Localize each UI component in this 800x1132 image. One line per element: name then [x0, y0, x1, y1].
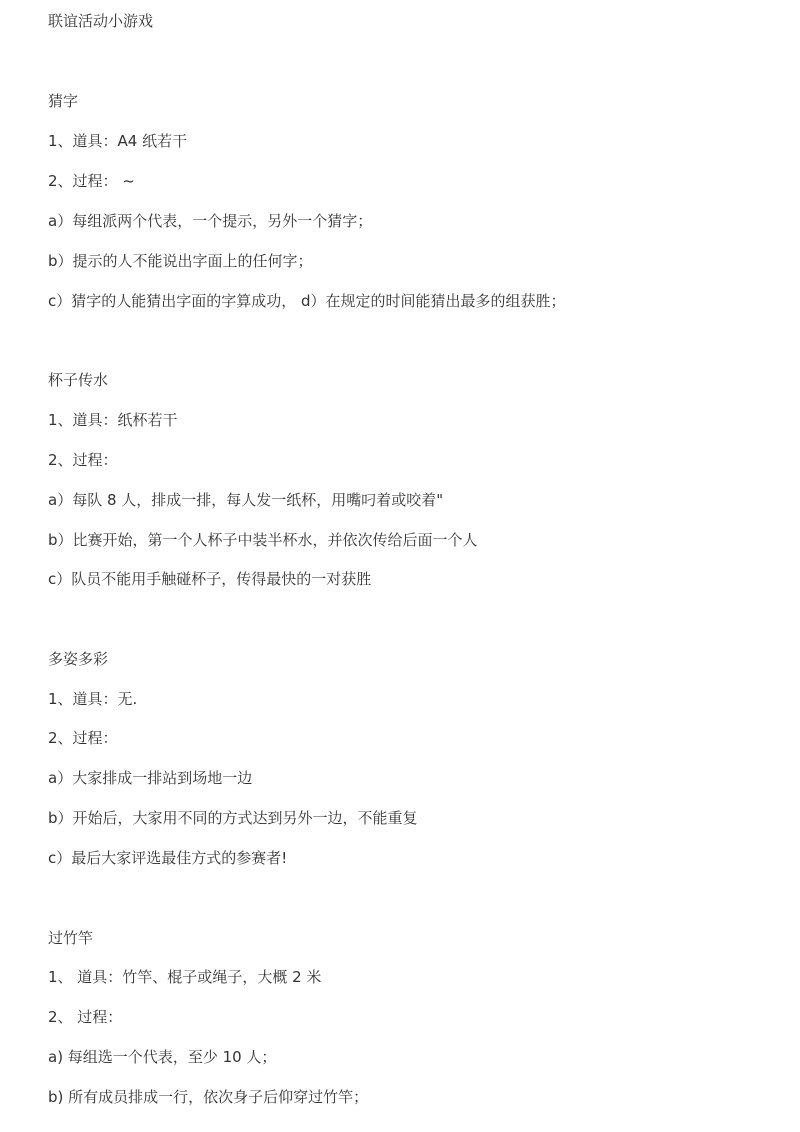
section-line: 1、 道具：竹竿、棍子或绳子，大概 2 米: [48, 968, 322, 986]
section-line: 2、过程： ~: [48, 172, 135, 190]
section-line: b）开始后，大家用不同的方式达到另外一边，不能重复: [48, 809, 418, 827]
section-line: a) 每组选一个代表，至少 10 人；: [48, 1048, 277, 1066]
section-line: 1、道具：A4 纸若干: [48, 132, 188, 150]
section-line: a）每组派两个代表，一个提示，另外一个猜字；: [48, 212, 373, 230]
section-line: c）队员不能用手触碰杯子，传得最快的一对获胜: [48, 570, 372, 588]
section-line: b) 所有成员排成一行，依次身子后仰穿过竹竿；: [48, 1088, 369, 1106]
section-line: a）每队 8 人，排成一排，每人发一纸杯，用嘴叼着或咬着": [48, 491, 444, 509]
section-line: 1、道具：纸杯若干: [48, 411, 178, 429]
section-line: 1、道具：无.: [48, 690, 138, 708]
section-heading: 多姿多彩: [48, 650, 109, 668]
document-title: 联谊活动小游戏: [48, 12, 154, 30]
section-line: c）最后大家评选最佳方式的参赛者!: [48, 849, 288, 867]
section-line: a）大家排成一排站到场地一边: [48, 769, 253, 787]
section-heading: 猜字: [48, 92, 79, 110]
section-line: 2、过程：: [48, 451, 118, 469]
section-line: b）比赛开始，第一个人杯子中装半杯水，并依次传给后面一个人: [48, 531, 478, 549]
section-heading: 杯子传水: [48, 371, 109, 389]
section-line: c）猜字的人能猜出字面的字算成功， d）在规定的时间能猜出最多的组获胜；: [48, 292, 566, 310]
section-line: 2、 过程：: [48, 1008, 123, 1026]
section-line: 2、过程：: [48, 729, 118, 747]
section-heading: 过竹竿: [48, 929, 94, 947]
section-line: b）提示的人不能说出字面上的任何字；: [48, 252, 313, 270]
